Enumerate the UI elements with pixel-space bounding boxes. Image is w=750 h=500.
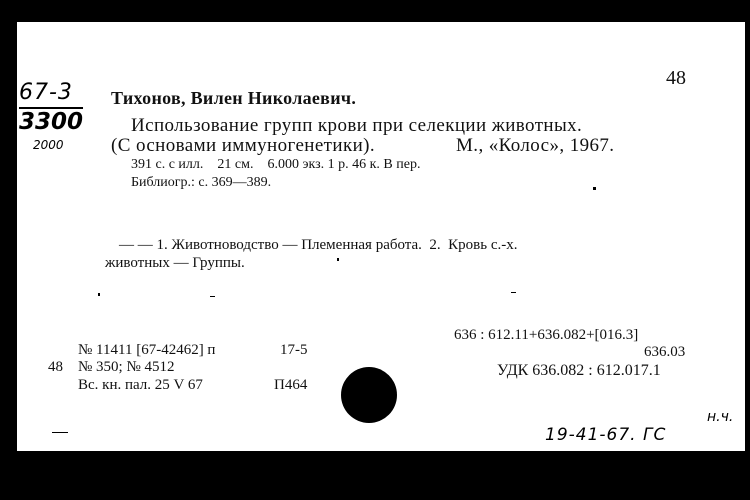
catalog-card xyxy=(17,22,745,451)
record-number: № 11411 [67-42462] п xyxy=(78,342,216,358)
scan-speck xyxy=(337,258,339,261)
page-number: 48 xyxy=(666,67,686,89)
record-code: 17-5 xyxy=(280,342,308,358)
handwritten-call-number-bottom: 3300 xyxy=(19,109,84,135)
bibliography-note: Библиогр.: с. 369—389. xyxy=(131,175,272,190)
scan-speck xyxy=(593,187,596,190)
title-line-2: (С основами иммуногенетики). xyxy=(111,135,376,156)
handwritten-call-number-top: 67-3 xyxy=(19,80,73,105)
scan-speck xyxy=(52,432,68,433)
order-prefix: 48 xyxy=(48,359,63,375)
handwritten-date: 19-41-67. ГС xyxy=(545,425,667,445)
classification-line-2: 636.03 xyxy=(644,344,686,360)
subject-line-1: — — 1. Животноводство — Племенная работа. 2. Кровь с.-х. xyxy=(119,237,518,253)
punch-hole xyxy=(341,367,397,423)
order-numbers: № 350; № 4512 xyxy=(78,359,175,375)
scan-speck xyxy=(210,296,215,297)
scan-border-bottom xyxy=(0,451,750,500)
subject-line-2: животных — Группы. xyxy=(105,255,245,271)
handwritten-small-mark: 2000 xyxy=(33,138,64,152)
chamber-note: Вс. кн. пал. 25 V 67 xyxy=(78,377,203,393)
chamber-code: П464 xyxy=(274,377,308,393)
scan-border-top xyxy=(0,0,750,22)
scan-speck xyxy=(511,292,516,293)
scan-border-right xyxy=(745,0,750,500)
udk-code: УДК 636.082 : 612.017.1 xyxy=(497,362,661,379)
title-line-1: Использование групп крови при селекции животных. xyxy=(131,115,583,136)
author-heading: Тихонов, Вилен Николаевич. xyxy=(111,88,357,108)
scan-border-left xyxy=(0,0,17,500)
handwritten-initials: н.ч. xyxy=(707,409,734,425)
scan-speck xyxy=(98,293,100,296)
publisher: М., «Колос», 1967. xyxy=(456,135,615,156)
classification-line-1: 636 : 612.11+636.082+[016.3] xyxy=(454,327,639,343)
physical-description: 391 с. с илл. 21 см. 6.000 экз. 1 р. 46 к. В пер. xyxy=(131,157,421,172)
